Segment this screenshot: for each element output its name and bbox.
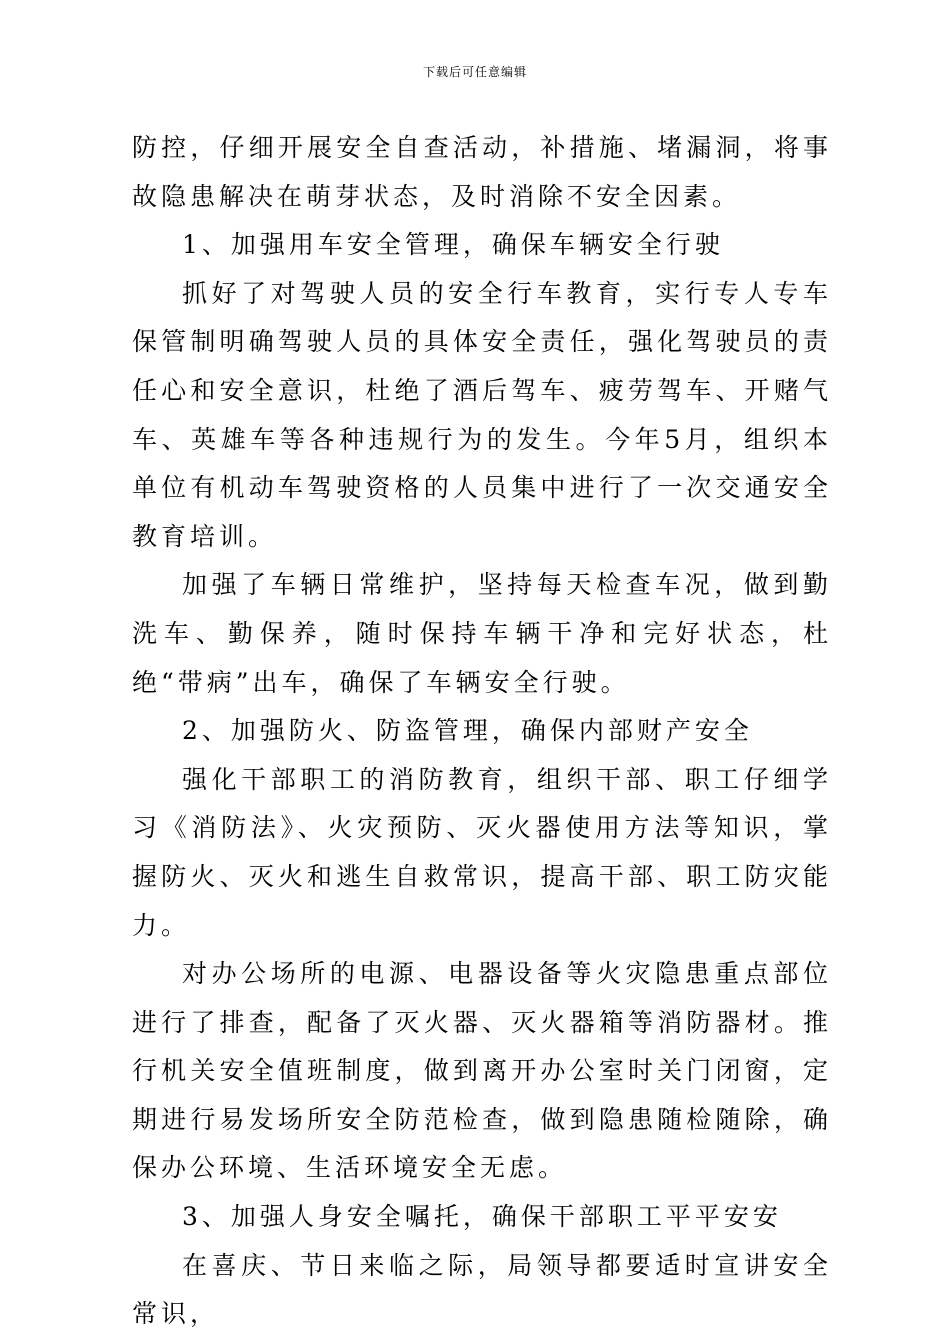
page-header: 下载后可任意编辑 xyxy=(422,65,527,79)
paragraph: 防控，仔细开展安全自查活动，补措施、堵漏洞，将事故隐患解决在萌芽状态，及时消除不安全因素。 xyxy=(132,133,832,211)
paragraph: 强化干部职工的消防教育，组织干部、职工仔细学习《消防法》、火灾预防、灭火器使用方法等知识，掌握防火、灭火和逃生自救常识，提高干部、职工防灾能力。 xyxy=(132,764,832,940)
section-heading: 2、加强防火、防盗管理，确保内部财产安全 xyxy=(182,716,753,746)
section-heading: 3、加强人身安全嘱托，确保干部职工平平安安 xyxy=(182,1202,782,1232)
document-body xyxy=(132,124,832,1339)
paragraph: 对办公场所的电源、电器设备等火灾隐患重点部位进行了排查，配备了灭火器、灭火器箱等消防器材。推行机关安全值班制度，做到离开办公室时关门闭窗，定期进行易发场所安全防范检查，做到隐患随检随除，确保办公环境、生活环境安全无虑。 xyxy=(132,959,832,1183)
paragraph: 抓好了对驾驶人员的安全行车教育，实行专人专车保管制明确驾驶人员的具体安全责任，强化驾驶员的责任心和安全意识，杜绝了酒后驾车、疲劳驾车、开赌气车、英雄车等各种违规行为的发生。今年5月，组织本单位有机动车驾驶资格的人员集中进行了一次交通安全教育培训。 xyxy=(132,278,832,551)
section-heading: 1、加强用车安全管理，确保车辆安全行驶 xyxy=(182,230,724,260)
paragraph: 加强了车辆日常维护，坚持每天检查车况，做到勤洗车、勤保养，随时保持车辆干净和完好状态，杜绝“带病”出车，确保了车辆安全行驶。 xyxy=(132,570,832,697)
paragraph: 在喜庆、节日来临之际，局领导都要适时宣讲安全常识， xyxy=(132,1250,832,1329)
